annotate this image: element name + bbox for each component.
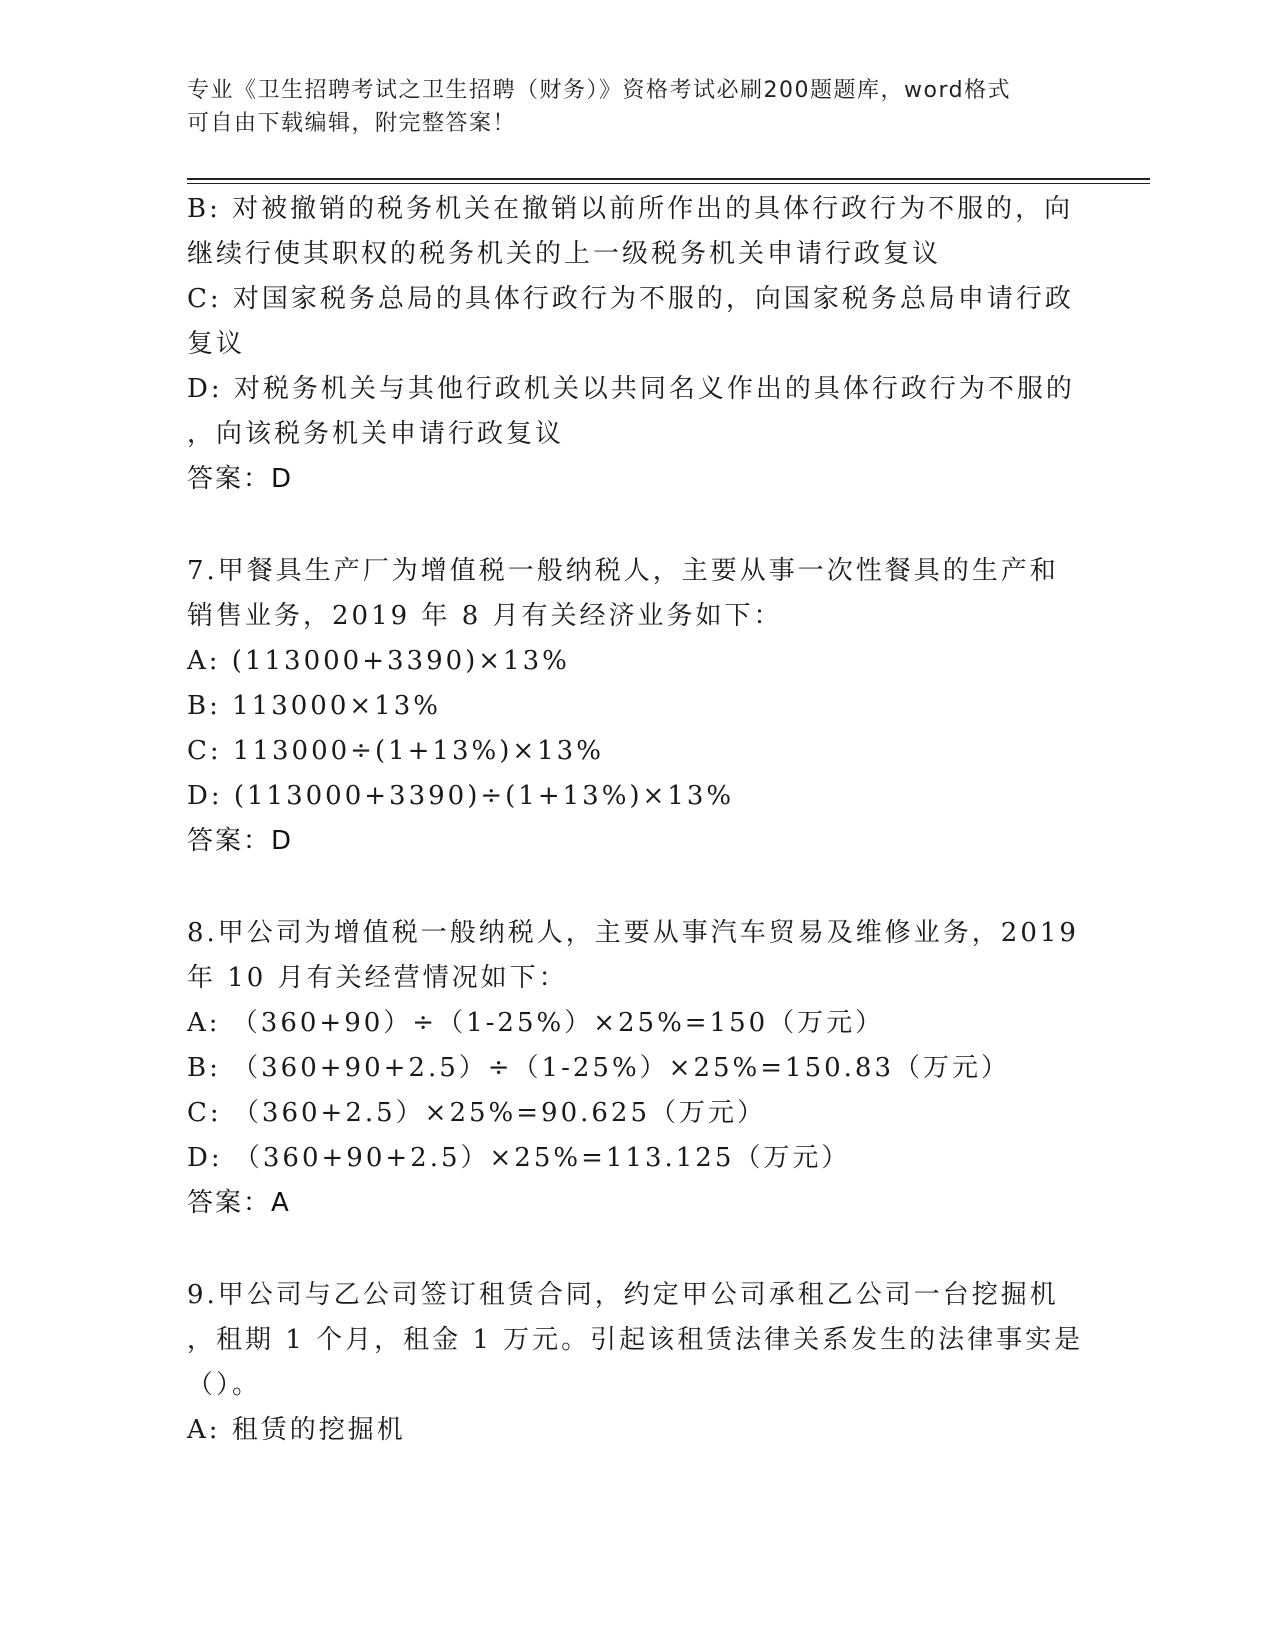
option-c: C: 113000÷(1+13%)×13% <box>187 736 604 766</box>
option-c-line-2: 复议 <box>187 329 246 359</box>
question-stem-line-2: 年 10 月有关经营情况如下： <box>187 963 568 993</box>
option-d: D: （360+90+2.5）×25%=113.125（万元） <box>187 1143 851 1173</box>
question-stem-line-2: ，租期 1 个月，租金 1 万元。引起该租赁法律关系发生的法律事实是 <box>187 1325 1084 1355</box>
question-stem-line-3: （）。 <box>187 1370 262 1400</box>
question-block-6-continued <box>187 187 1087 502</box>
page-header <box>187 74 1067 140</box>
header-divider-thick <box>187 178 1150 180</box>
option-b: B: （360+90+2.5）÷（1-25%）×25%=150.83（万元） <box>187 1053 1010 1083</box>
option-b-line-1: B: 对被撤销的税务机关在撤销以前所作出的具体行政行为不服的，向 <box>187 194 1074 224</box>
header-title-line-1: 专业《卫生招聘考试之卫生招聘（财务）》资格考试必刷200题题库，word格式 <box>187 78 1012 103</box>
option-d: D: (113000+3390)÷(1+13%)×13% <box>187 781 735 811</box>
question-stem-line-1: 9.甲公司与乙公司签订租赁合同，约定甲公司承租乙公司一台挖掘机 <box>187 1280 1059 1310</box>
block-spacer <box>187 1226 1087 1273</box>
option-d-line-1: D: 对税务机关与其他行政机关以共同名义作出的具体行政行为不服的 <box>187 374 1075 404</box>
answer-line: 答案：D <box>187 464 294 494</box>
answer-line: 答案：D <box>187 826 294 856</box>
block-spacer <box>187 502 1087 549</box>
header-divider-thin <box>187 183 1150 184</box>
option-a: A: （360+90）÷（1-25%）×25%=150（万元） <box>187 1008 885 1038</box>
header-title-line-2: 可自由下载编辑，附完整答案！ <box>187 111 517 136</box>
option-b-line-2: 继续行使其职权的税务机关的上一级税务机关申请行政复议 <box>187 239 942 269</box>
option-a: A: (113000+3390)×13% <box>187 646 570 676</box>
question-stem-line-1: 7.甲餐具生产厂为增值税一般纳税人，主要从事一次性餐具的生产和 <box>187 556 1059 586</box>
option-d-line-2: ，向该税务机关申请行政复议 <box>187 419 565 449</box>
question-stem-line-2: 销售业务，2019 年 8 月有关经济业务如下： <box>187 601 783 631</box>
document-body <box>187 187 1087 1453</box>
question-block-8 <box>187 911 1087 1226</box>
option-c-line-1: C: 对国家税务总局的具体行政行为不服的，向国家税务总局申请行政 <box>187 284 1074 314</box>
option-b: B: 113000×13% <box>187 691 441 721</box>
answer-line: 答案：A <box>187 1188 291 1218</box>
block-spacer <box>187 864 1087 911</box>
question-block-9 <box>187 1273 1087 1453</box>
option-c: C: （360+2.5）×25%=90.625（万元） <box>187 1098 767 1128</box>
question-block-7 <box>187 549 1087 864</box>
option-a: A: 租赁的挖掘机 <box>187 1415 406 1445</box>
question-stem-line-1: 8.甲公司为增值税一般纳税人，主要从事汽车贸易及维修业务，2019 <box>187 918 1079 948</box>
